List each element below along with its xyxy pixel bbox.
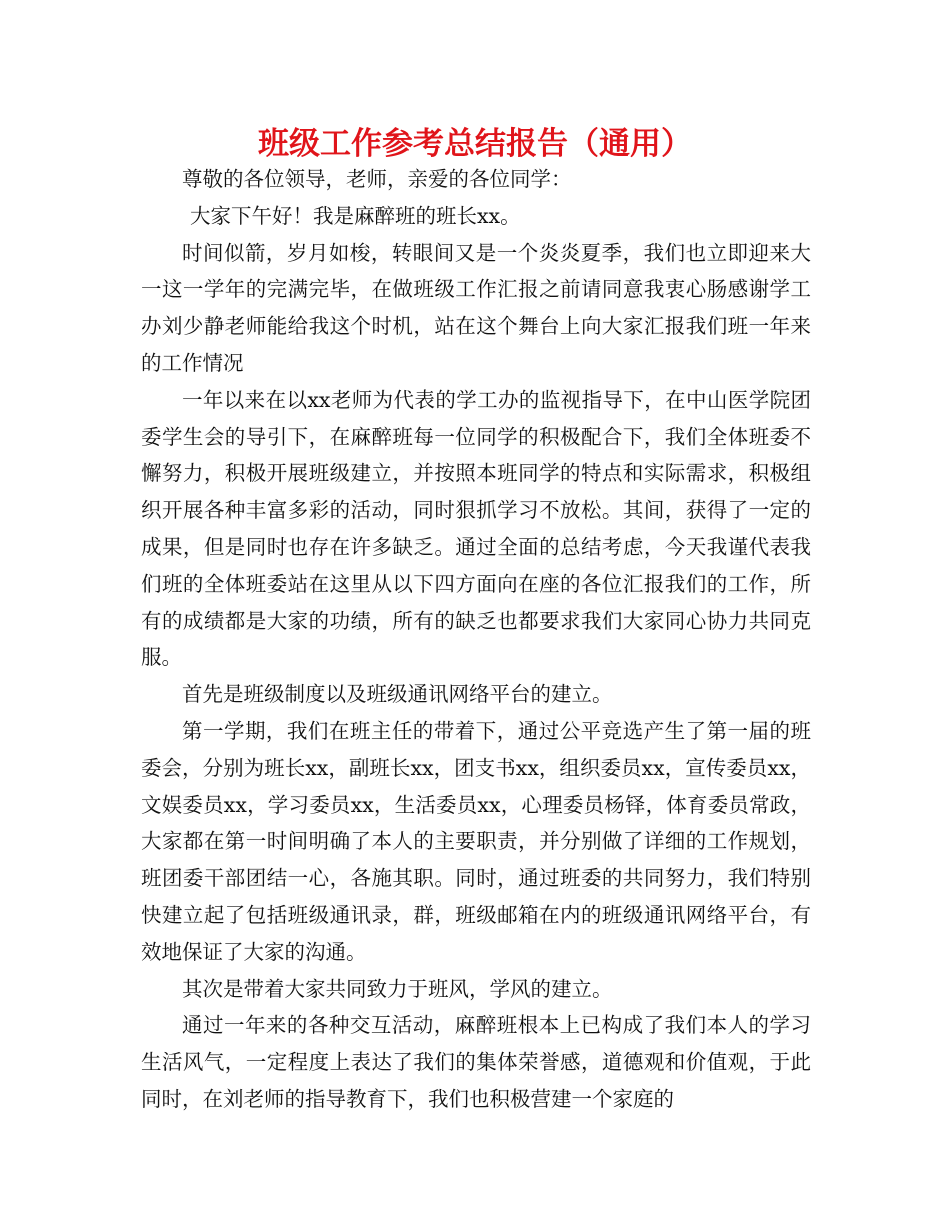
paragraph-section-2-body: 通过一年来的各种交互活动，麻醉班根本上已构成了我们本人的学习生活风气，一定程度上表达了我们的集体荣誉感，道德观和价值观，于此同时，在刘老师的指导教育下，我们也积极营建一个家庭的 [141, 1013, 811, 1111]
paragraph-greeting: 大家下午好！我是麻醉班的班长xx。 [190, 203, 521, 228]
paragraph-intro: 时间似箭，岁月如梭，转眼间又是一个炎炎夏季，我们也立即迎来大一这一学年的完满完毕，在做班级工作汇报之前请同意我衷心肠感谢学工办刘少静老师能给我这个时机，站在这个舞台上向大家汇报我们班一年来的工作情况 [141, 240, 811, 375]
document-title: 班级工作参考总结报告（通用） [258, 126, 692, 162]
document-body [141, 161, 811, 1118]
paragraph-salutation: 尊敬的各位领导，老师，亲爱的各位同学： [182, 167, 572, 191]
paragraph-section-1-body: 第一学期，我们在班主任的带着下，通过公平竞选产生了第一届的班委会，分别为班长xx，副班长xx，团支书xx，组织委员xx，宣传委员xx，文娱委员xx，学习委员xx，生活委员xx，心理委员杨铎，体育委员常政，大家都在第一时间明确了本人的主要职责，并分别做了详细的工作规划，班团委干部团结一心，各施其职。同时，通过班委的共同努力，我们特别快建立起了包括班级通讯录，群，班级邮箱在内的班级通讯网络平台，有效地保证了大家的沟通。 [141, 718, 811, 964]
paragraph-overview: 一年以来在以xx老师为代表的学工办的监视指导下，在中山医学院团委学生会的导引下，在麻醉班每一位同学的积极配合下，我们全体班委不懈努力，积极开展班级建立，并按照本班同学的特点和实际需求，积极组织开展各种丰富多彩的活动，同时狠抓学习不放松。其间，获得了一定的成果，但是同时也存在许多缺乏。通过全面的总结考虑，今天我谨代表我们班的全体班委站在这里从以下四方面向在座的各位汇报我们的工作，所有的成绩都是大家的功绩，所有的缺乏也都要求我们大家同心协力共同克服。 [141, 387, 811, 670]
paragraph-section-1-heading: 首先是班级制度以及班级通讯网络平台的建立。 [182, 682, 613, 707]
paragraph-section-2-heading: 其次是带着大家共同致力于班风，学风的建立。 [182, 976, 613, 1001]
